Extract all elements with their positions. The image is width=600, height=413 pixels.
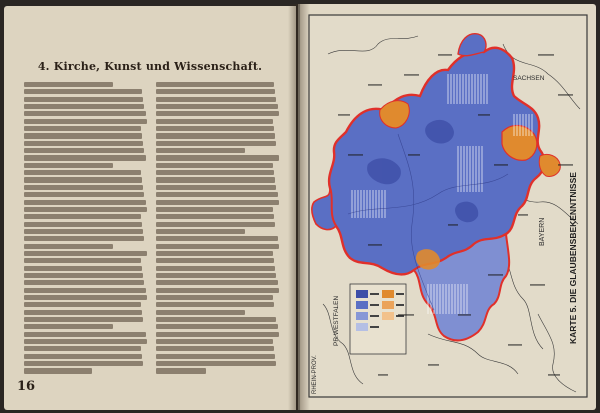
map-svg <box>308 14 588 398</box>
text-line <box>24 155 146 160</box>
place-name-mark <box>508 344 522 346</box>
text-line <box>156 236 278 241</box>
text-line <box>156 177 275 182</box>
text-line <box>156 207 273 212</box>
text-line <box>24 266 142 271</box>
text-line <box>156 104 278 109</box>
place-name-mark <box>488 274 503 276</box>
text-line <box>24 280 144 285</box>
text-line <box>24 251 147 256</box>
text-line <box>24 119 147 124</box>
text-line <box>156 97 276 102</box>
text-line <box>24 177 142 182</box>
text-column-right <box>156 82 280 376</box>
place-name-mark <box>494 164 508 166</box>
text-line <box>24 192 144 197</box>
text-line <box>24 258 141 263</box>
label-westfalen: PR.WESTFALEN <box>333 295 340 346</box>
text-line <box>24 163 113 168</box>
text-line <box>24 295 147 300</box>
text-line <box>24 273 143 278</box>
text-line <box>24 310 142 315</box>
text-line <box>156 200 279 205</box>
legend-swatch-1 <box>356 290 368 298</box>
page-number: 16 <box>17 379 36 394</box>
map-legend <box>350 284 406 354</box>
text-line <box>24 339 147 344</box>
place-name-mark <box>558 164 573 166</box>
place-name-mark <box>378 374 388 376</box>
place-name-mark <box>348 154 363 156</box>
text-line <box>24 346 141 351</box>
text-line <box>24 317 143 322</box>
left-page <box>4 6 296 410</box>
text-line <box>156 368 206 373</box>
text-line <box>156 302 274 307</box>
legend-swatch-6 <box>382 301 394 309</box>
place-name-mark <box>368 84 382 86</box>
legend-swatch-2 <box>356 301 368 309</box>
confession-map <box>308 14 588 398</box>
text-line <box>24 236 144 241</box>
text-line <box>156 332 279 337</box>
place-name-mark <box>398 314 414 316</box>
text-line <box>24 185 143 190</box>
book-gutter <box>288 4 310 410</box>
text-line <box>156 317 276 322</box>
text-line <box>24 332 146 337</box>
text-line <box>24 354 142 359</box>
text-line <box>156 185 276 190</box>
place-name-mark <box>408 154 420 156</box>
text-line <box>156 295 273 300</box>
text-line <box>156 82 274 87</box>
text-line <box>156 288 279 293</box>
text-line <box>24 170 141 175</box>
text-line <box>156 229 245 234</box>
map-title: KARTE 5. DIE GLAUBENSBEKENNTNISSE <box>568 172 578 344</box>
text-line <box>156 280 278 285</box>
text-line <box>156 155 279 160</box>
text-line <box>24 97 143 102</box>
text-line <box>156 310 245 315</box>
legend-swatch-3 <box>356 312 368 320</box>
place-name-mark <box>548 374 560 376</box>
text-line <box>24 82 113 87</box>
text-line <box>156 141 276 146</box>
text-line <box>24 111 146 116</box>
text-line <box>24 133 142 138</box>
text-line <box>156 222 275 227</box>
legend-swatch-4 <box>356 323 368 331</box>
text-line <box>24 229 143 234</box>
text-line <box>24 361 143 366</box>
text-line <box>156 273 276 278</box>
text-line <box>24 222 142 227</box>
text-line <box>156 244 279 249</box>
text-line <box>156 346 274 351</box>
text-line <box>24 214 141 219</box>
place-name-mark <box>518 214 528 216</box>
right-page <box>298 4 596 410</box>
text-line <box>156 126 274 131</box>
place-name-mark <box>438 54 452 56</box>
text-line <box>156 133 275 138</box>
text-line <box>156 251 273 256</box>
place-name-mark <box>404 74 419 76</box>
text-line <box>156 170 274 175</box>
text-line <box>24 302 141 307</box>
text-line <box>156 324 278 329</box>
body-text <box>24 82 286 382</box>
label-sachsen: SACHSEN <box>513 75 545 82</box>
text-line <box>24 207 147 212</box>
legend-swatch-5 <box>382 290 394 298</box>
text-line <box>156 89 275 94</box>
text-line <box>156 148 245 153</box>
text-line <box>156 119 273 124</box>
text-line <box>156 266 275 271</box>
place-name-mark <box>448 224 458 226</box>
place-name-mark <box>338 114 350 116</box>
place-name-mark <box>458 314 471 316</box>
text-column-left <box>24 82 148 376</box>
text-line <box>24 324 113 329</box>
text-line <box>24 89 142 94</box>
text-line <box>156 339 273 344</box>
legend-swatch-7 <box>382 312 394 320</box>
place-name-mark <box>558 94 573 96</box>
label-rheinprovinz: RHEIN-PROV. <box>312 355 318 394</box>
text-line <box>24 368 92 373</box>
text-line <box>24 141 143 146</box>
text-line <box>156 361 276 366</box>
place-name-mark <box>368 244 382 246</box>
text-line <box>24 244 113 249</box>
text-line <box>156 354 275 359</box>
text-line <box>24 148 144 153</box>
text-line <box>156 214 274 219</box>
place-name-mark <box>428 364 439 366</box>
text-line <box>156 258 274 263</box>
section-heading: 4. Kirche, Kunst und Wissenschaft. <box>37 60 263 73</box>
text-line <box>24 288 146 293</box>
text-line <box>24 200 146 205</box>
text-line <box>156 163 273 168</box>
text-line <box>156 111 279 116</box>
place-name-mark <box>478 114 490 116</box>
text-line <box>24 126 141 131</box>
place-name-mark <box>530 284 545 286</box>
label-bayern: BAYERN <box>539 217 546 246</box>
text-line <box>24 104 144 109</box>
text-line <box>156 192 278 197</box>
place-name-mark <box>538 54 554 56</box>
